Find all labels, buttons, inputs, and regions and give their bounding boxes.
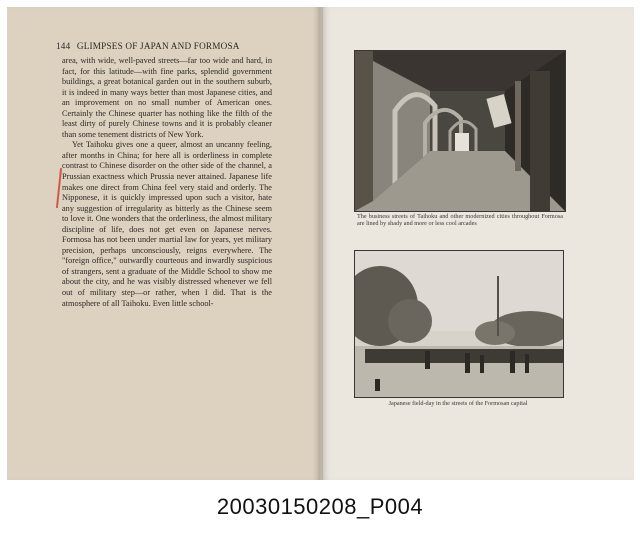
field-day-photo-drawing — [355, 251, 563, 397]
paragraph: Yet Taihoku gives one a queer, almost an uncanny feeling, after months in China; for here all is orderliness in complete contrast to Chinese disorder on the other side of the channel, a Prussian exactness which Prussia never attained. Japanese life makes one direct from China feel very staid and orderly. The Nipponese, it is quickly impressed upon such a visitor, hate any suggestion of irregularity as bitterly as the Chinese seem to love it. One wonders that the orderliness, the almost military discipline of life, does not get even on Japanese nerves. Formosa has not been under martial law for years, yet military precision, perhaps unconsciously, reigns everywhere. The "foreign office," outwardly courteous and inwardly suspicious of strangers, sent a graduate of the Middle School to show me about the city, and he was visibly distressed whenever we fell out of military step—or rather, when I did. That is the atmosphere of all Taihoku. Even little school- — [62, 140, 272, 308]
page-number: 144 — [56, 41, 71, 51]
archive-id: 20030150208_P004 — [216, 494, 424, 519]
running-head — [56, 41, 276, 51]
arcade-photo-drawing — [355, 51, 565, 211]
arcade-street-photo — [354, 50, 566, 212]
photo-caption-top: The business streets of Taihoku and other modernized cities throughout Formosa are lined by shady and more or less cool arcades — [357, 213, 563, 228]
field-day-photo — [354, 250, 564, 398]
paragraph: area, with wide, well-paved streets—far too wide and hard, in fact, for this latitude—with fine parks, splendid government buildings, a great botanical garden out in the southern suburb, it is indeed in many ways better than most Japanese cities, and an improvement on no small number of American ones. Certainly the Chinese quarter has nothing like the filth of the least dirty of purely Chinese towns and it is probably cleaner than some tenement districts of New York. — [62, 56, 272, 139]
photo-caption-bottom: Japanese field-day in the streets of the Formosan capital — [388, 400, 528, 407]
book-title: GLIMPSES OF JAPAN AND FORMOSA — [76, 41, 240, 51]
body-text — [62, 56, 272, 309]
